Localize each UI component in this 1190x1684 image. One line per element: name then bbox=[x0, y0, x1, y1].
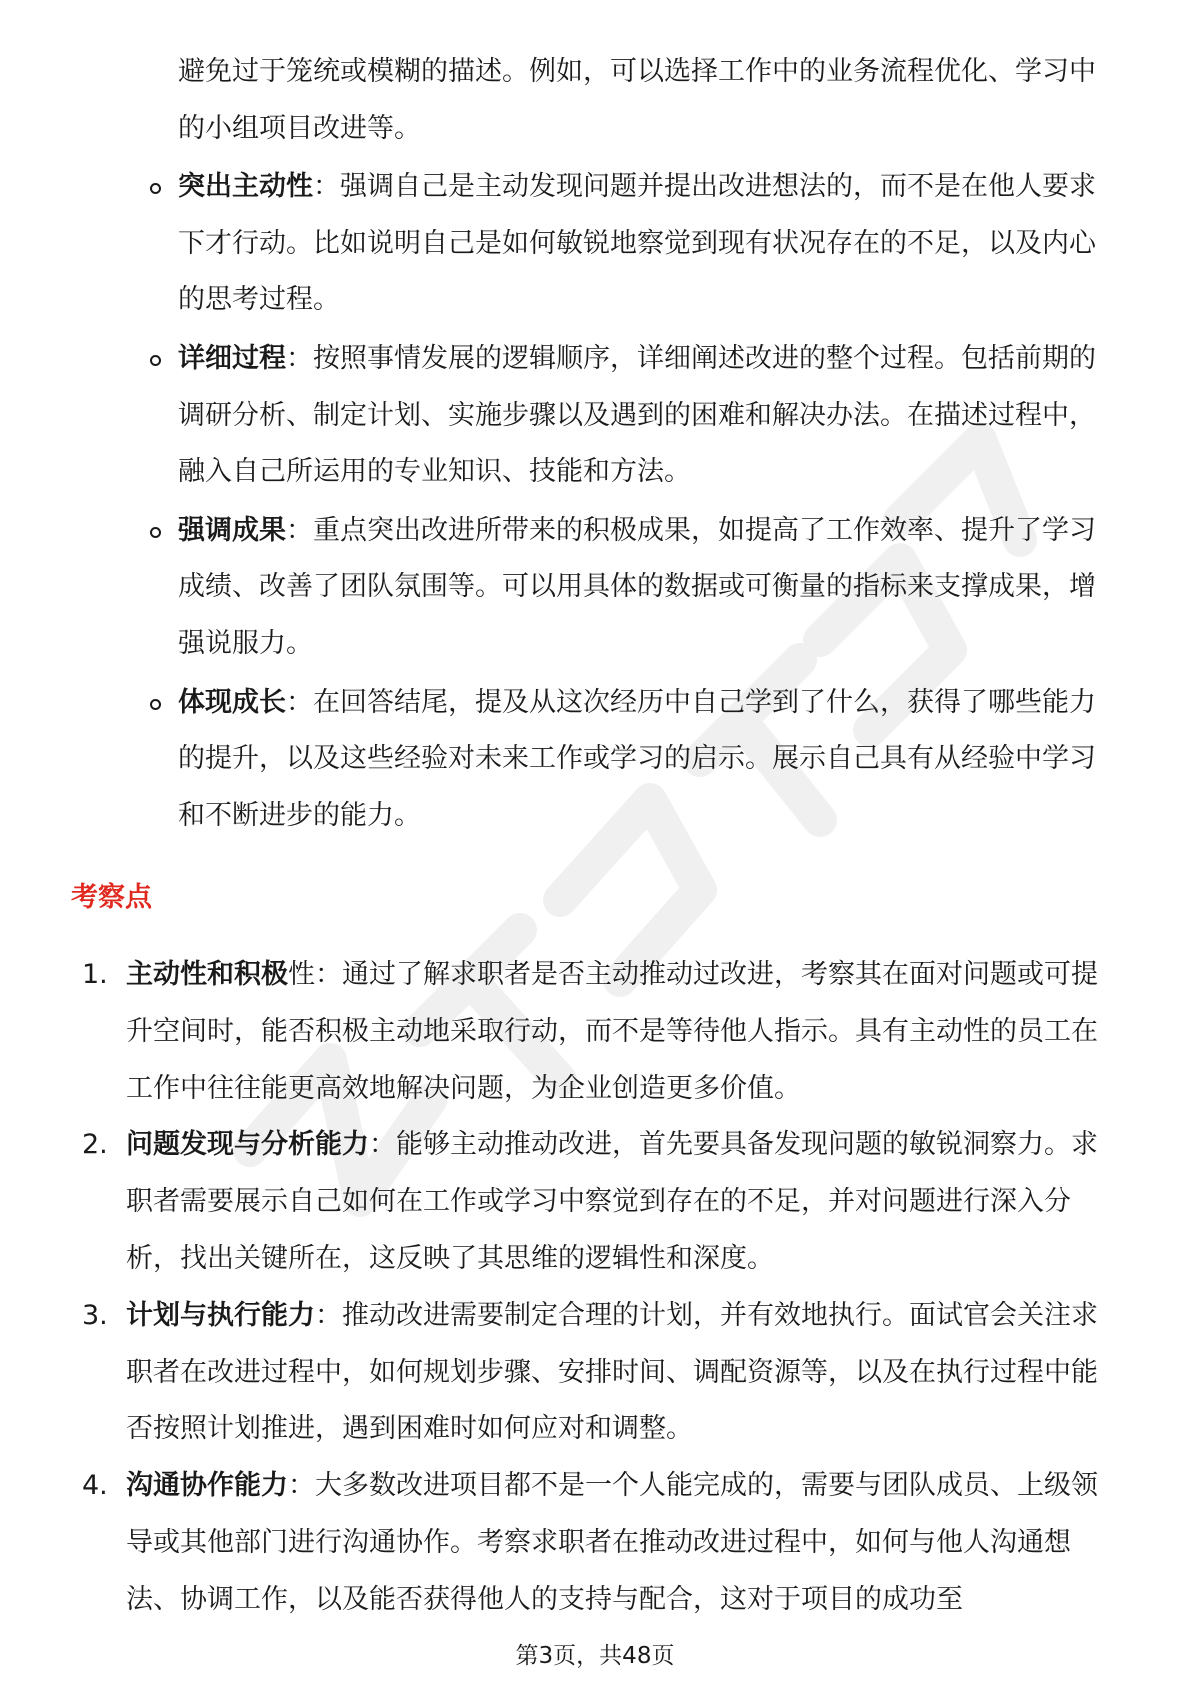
point-key: 问题发现与分析能力 bbox=[126, 1129, 369, 1161]
point-text: ：能够主动推动改进，首先要具备发现问题的敏锐洞察力。求职者需要展示自己如何在工作或学习中察觉到存在的不足，并对问题进行深入分析，找出关键所在，这反映了其思维的逻辑性和深度。 bbox=[126, 1129, 1098, 1274]
tip-text: ：重点突出改进所带来的积极成果，如提高了工作效率、提升了学习成绩、改善了团队氛围等。可以用具体的数据或可衡量的指标来支撑成果，增强说服力。 bbox=[178, 514, 1096, 659]
point-item-analysis bbox=[82, 1117, 1112, 1287]
continuation-text: 避免过于笼统或模糊的描述。例如，可以选择工作中的业务流程优化、学习中的小组项目改进等。 bbox=[178, 56, 1096, 144]
point-key: 计划与执行能力 bbox=[126, 1299, 315, 1331]
page-footer: 第3页，共48页 bbox=[515, 1643, 675, 1669]
list-item-continuation bbox=[150, 44, 1105, 157]
point-text: ：大多数改进项目都不是一个人能完成的，需要与团队成员、上级领导或其他部门进行沟通协作。考察求职者在推动改进过程中，如何与他人沟通想法、协调工作，以及能否获得他人的支持与配合，这对于项目的成功至 bbox=[126, 1470, 1098, 1615]
hollow-bullet-icon bbox=[150, 527, 161, 538]
hollow-bullet-icon bbox=[150, 183, 161, 194]
hollow-bullet-icon bbox=[150, 355, 161, 366]
hollow-bullet-icon bbox=[150, 699, 161, 710]
tips-list bbox=[150, 44, 1105, 846]
point-item-communication bbox=[82, 1458, 1112, 1628]
tip-item-growth bbox=[150, 675, 1105, 845]
tip-item-results bbox=[150, 503, 1105, 673]
point-text: ：通过了解求职者是否主动推动过改进，考察其在面对问题或可提升空间时，能否积极主动地采取行动，而不是等待他人指示。具有主动性的员工在工作中往往能更高效地解决问题，为企业创造更多价值。 bbox=[126, 959, 1098, 1104]
tip-key: 突出主动性 bbox=[178, 171, 313, 203]
tip-item-initiative bbox=[150, 159, 1105, 329]
section-heading: 考察点 bbox=[71, 882, 152, 913]
point-key-tail: 性 bbox=[288, 959, 315, 990]
point-number: 1. bbox=[82, 959, 108, 990]
point-number: 3. bbox=[82, 1299, 108, 1331]
point-number: 2. bbox=[82, 1129, 108, 1161]
point-key: 主动性和积极 bbox=[126, 959, 288, 990]
tip-key: 强调成果 bbox=[178, 514, 286, 546]
tip-text: ：强调自己是主动发现问题并提出改进想法的，而不是在他人要求下才行动。比如说明自己是如何敏锐地察觉到现有状况存在的不足，以及内心的思考过程。 bbox=[178, 171, 1096, 316]
point-item-execution bbox=[82, 1288, 1112, 1458]
tip-key: 详细过程 bbox=[178, 342, 286, 374]
assessment-points-list bbox=[82, 947, 1112, 1629]
tip-text: ：按照事情发展的逻辑顺序，详细阐述改进的整个过程。包括前期的调研分析、制定计划、实施步骤以及遇到的困难和解决办法。在描述过程中，融入自己所运用的专业知识、技能和方法。 bbox=[178, 342, 1096, 488]
tip-key: 体现成长 bbox=[178, 686, 286, 718]
tip-item-process bbox=[150, 331, 1105, 501]
point-text: ：推动改进需要制定合理的计划，并有效地执行。面试官会关注求职者在改进过程中，如何规划步骤、安排时间、调配资源等，以及在执行过程中能否按照计划推进，遇到困难时如何应对和调整。 bbox=[126, 1299, 1098, 1445]
point-key: 沟通协作能力 bbox=[126, 1470, 288, 1502]
point-item-initiative bbox=[82, 947, 1112, 1117]
point-number: 4. bbox=[82, 1470, 108, 1502]
tip-text: ：在回答结尾，提及从这次经历中自己学到了什么，获得了哪些能力的提升，以及这些经验对未来工作或学习的启示。展示自己具有从经验中学习和不断进步的能力。 bbox=[178, 686, 1096, 831]
